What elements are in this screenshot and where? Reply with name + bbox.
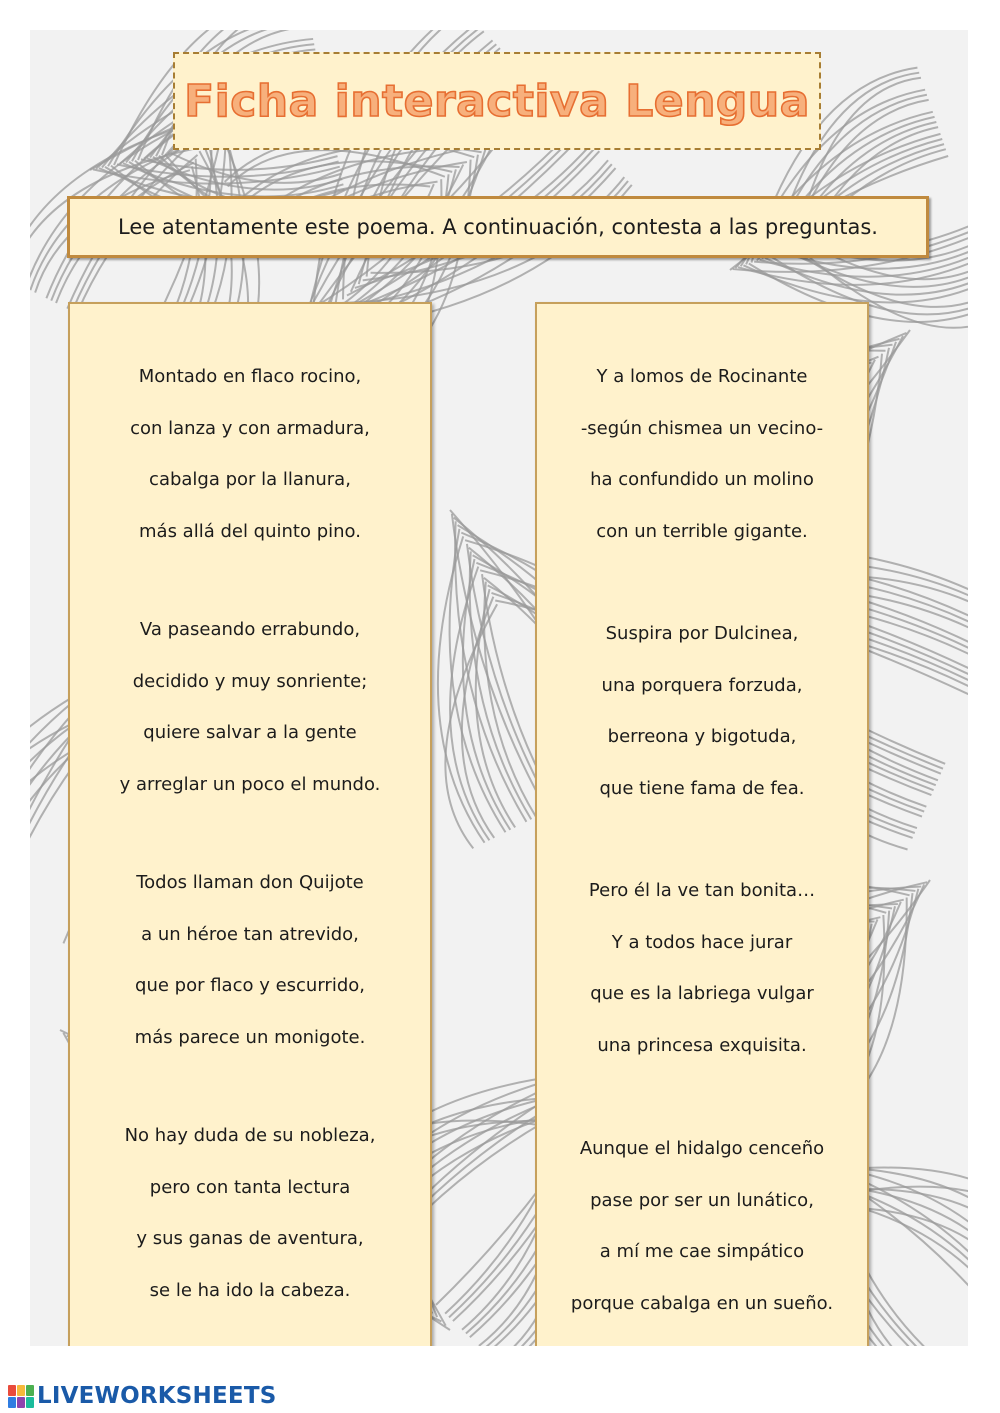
logo-tile xyxy=(26,1385,34,1396)
poem-verse: -según chismea un vecino- xyxy=(580,417,824,439)
poem-verse: se le ha ido la cabeza. xyxy=(149,1280,351,1302)
stanza xyxy=(70,367,430,574)
stanza xyxy=(537,1139,867,1346)
liveworksheets-logo-icon xyxy=(8,1385,34,1408)
poem-verse: pase por ser un lunático, xyxy=(590,1189,814,1211)
instructions-text: Lee atentamente este poema. A continuación, contesta a las preguntas. xyxy=(118,215,878,239)
stanza xyxy=(70,873,430,1080)
poem-verse: una princesa exquisita. xyxy=(597,1035,807,1057)
poem-verse: Suspira por Dulcinea, xyxy=(605,623,799,644)
poem-verse: Todos llaman don Quijote xyxy=(136,872,364,893)
poem-verse: con un terrible gigante. xyxy=(596,521,808,543)
logo-tile xyxy=(17,1385,25,1396)
poem-verse: a un héroe tan atrevido, xyxy=(141,923,359,945)
instructions-box xyxy=(67,196,929,258)
poem-verse: Aunque el hidalgo cenceño xyxy=(579,1138,825,1159)
logo-tile xyxy=(17,1397,25,1408)
worksheet-page xyxy=(30,30,968,1346)
page-title: Ficha interactiva Lengua xyxy=(184,75,810,127)
stanza xyxy=(537,881,867,1088)
logo-tile xyxy=(8,1397,16,1408)
brand-name: LIVEWORKSHEETS xyxy=(37,1383,277,1409)
poem-verse: No hay duda de su nobleza, xyxy=(124,1125,376,1146)
poem-column-right xyxy=(535,302,869,1346)
poem-verse: quiere salvar a la gente xyxy=(143,722,357,744)
poem-verse: que tiene fama de fea. xyxy=(599,778,805,800)
poem-verse: Pero él la ve tan bonita… xyxy=(588,880,816,901)
poem-verse: Va paseando errabundo, xyxy=(139,619,361,640)
stanza xyxy=(70,620,430,827)
stanza xyxy=(537,624,867,831)
poem-verse: decidido y muy sonriente; xyxy=(132,670,368,692)
poem-verse: más allá del quinto pino. xyxy=(139,521,361,543)
poem-column-left xyxy=(68,302,432,1346)
poem-verse: con lanza y con armadura, xyxy=(130,417,370,439)
poem-verse: más parece un monigote. xyxy=(134,1027,366,1049)
poem-verse: que por flaco y escurrido, xyxy=(135,975,365,997)
poem-verse: pero con tanta lectura xyxy=(149,1176,351,1198)
logo-tile xyxy=(26,1397,34,1408)
poem-verse: que es la labriega vulgar xyxy=(590,983,814,1005)
poem-verse: y sus ganas de aventura, xyxy=(136,1228,364,1250)
poem-verse: a mí me cae simpático xyxy=(599,1241,805,1263)
poem-verse: berreona y bigotuda, xyxy=(607,726,797,748)
logo-tile xyxy=(8,1385,16,1396)
stanza xyxy=(70,1126,430,1333)
poem-verse: y arreglar un poco el mundo. xyxy=(119,774,381,796)
poem-verse: ha confundido un molino xyxy=(590,469,814,491)
stanza xyxy=(537,367,867,574)
poem-verse: una porquera forzuda, xyxy=(601,674,803,696)
poem-verse: porque cabalga en un sueño. xyxy=(570,1293,834,1315)
leaf-stroke xyxy=(438,536,485,842)
poem-verse: Montado en flaco rocino, xyxy=(138,366,362,387)
poem-verse: Y a lomos de Rocinante xyxy=(596,366,808,387)
title-banner xyxy=(173,52,821,150)
poem-verse: Y a todos hace jurar xyxy=(611,931,793,953)
poem-verse: cabalga por la llanura, xyxy=(149,469,351,491)
footer-brand xyxy=(8,1382,276,1410)
